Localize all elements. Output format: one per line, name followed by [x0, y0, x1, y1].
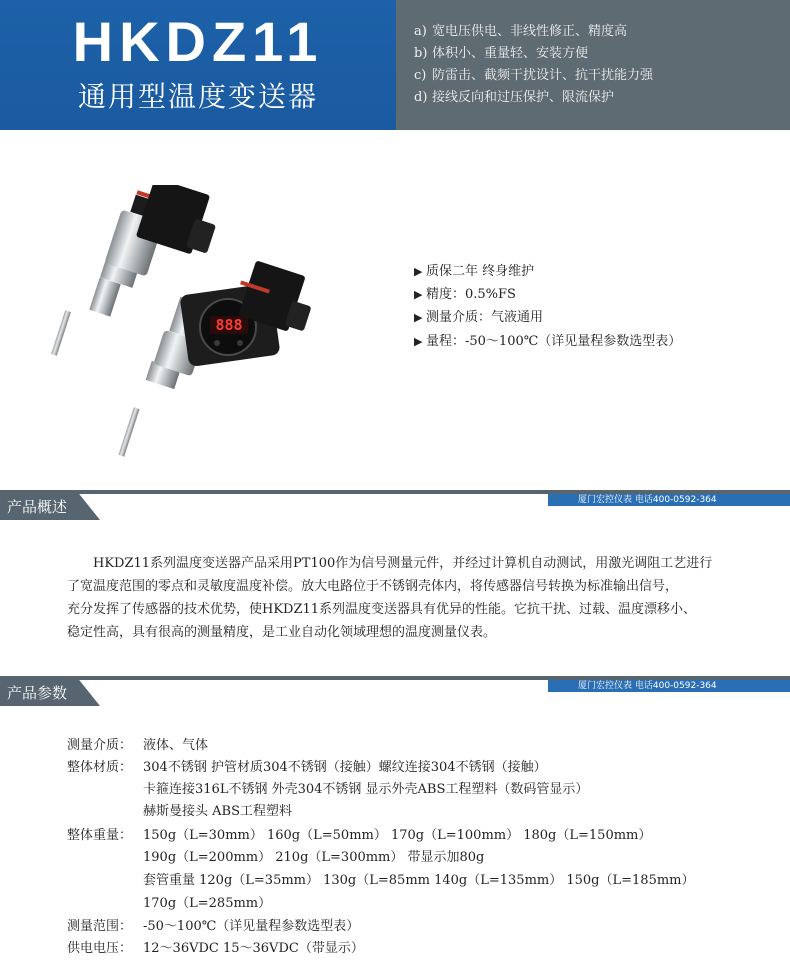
highlight-item: ▶ 量程：-50～100℃（详见量程参数选型表）: [414, 332, 681, 352]
feature-item: a) 宽电压供电、非线性修正、精度高: [414, 24, 628, 39]
triangle-bullet-icon: ▶: [414, 335, 423, 348]
triangle-bullet-icon: ▶: [414, 311, 423, 324]
product-subtitle: 通用型温度变送器: [77, 80, 318, 113]
transmitter-with-display: [118, 260, 311, 456]
section-header-params: [0, 676, 790, 706]
triangle-bullet-icon: ▶: [414, 265, 423, 278]
contact-strip: 厦门宏控仪表 电话400-0592-364: [548, 680, 790, 692]
highlight-item: ▶ 测量介质：气液通用: [414, 308, 543, 328]
section-header-overview: [0, 490, 790, 520]
section-title: 产品参数: [7, 684, 68, 702]
overview-paragraph: HKDZ11系列温度变送器产品采用PT100作为信号测量元件，并经过计算机自动测试，用激光调阻工艺进行 了宽温度范围的零点和灵敏度温度补偿。放大电路位于不锈钢壳体内，将传感器信号转换为标准输出信号， 充分发挥了传感器的技术优势，使HKDZ11系列温度变送器具有优异的性能。它抗干扰、过载、温度漂移小、 稳定性高，具有很高的测量精度，是工业自动化领域理想的温度测量仪表。: [67, 556, 713, 640]
triangle-bullet-icon: ▶: [414, 288, 423, 301]
highlight-item: ▶ 精度：0.5%FS: [414, 285, 516, 305]
header-banner: [0, 0, 790, 130]
highlight-item: ▶ 质保二年 终身维护: [414, 262, 534, 282]
feature-item: c) 防雷击、截频干扰设计、抗干扰能力强: [414, 68, 654, 83]
header-title-panel: [0, 0, 396, 130]
product-model: HKDZ11: [72, 10, 324, 73]
feature-item: b) 体积小、重量轻、安装方便: [414, 46, 589, 61]
contact-strip: 厦门宏控仪表 电话400-0592-364: [548, 494, 790, 506]
header-features-panel: [396, 0, 790, 130]
product-photo: [50, 185, 350, 460]
transmitter-illustration: [50, 185, 350, 460]
display-reading: 888: [215, 316, 243, 334]
section-title: 产品概述: [7, 498, 68, 516]
feature-item: d) 接线反向和过压保护、限流保护: [414, 90, 615, 105]
